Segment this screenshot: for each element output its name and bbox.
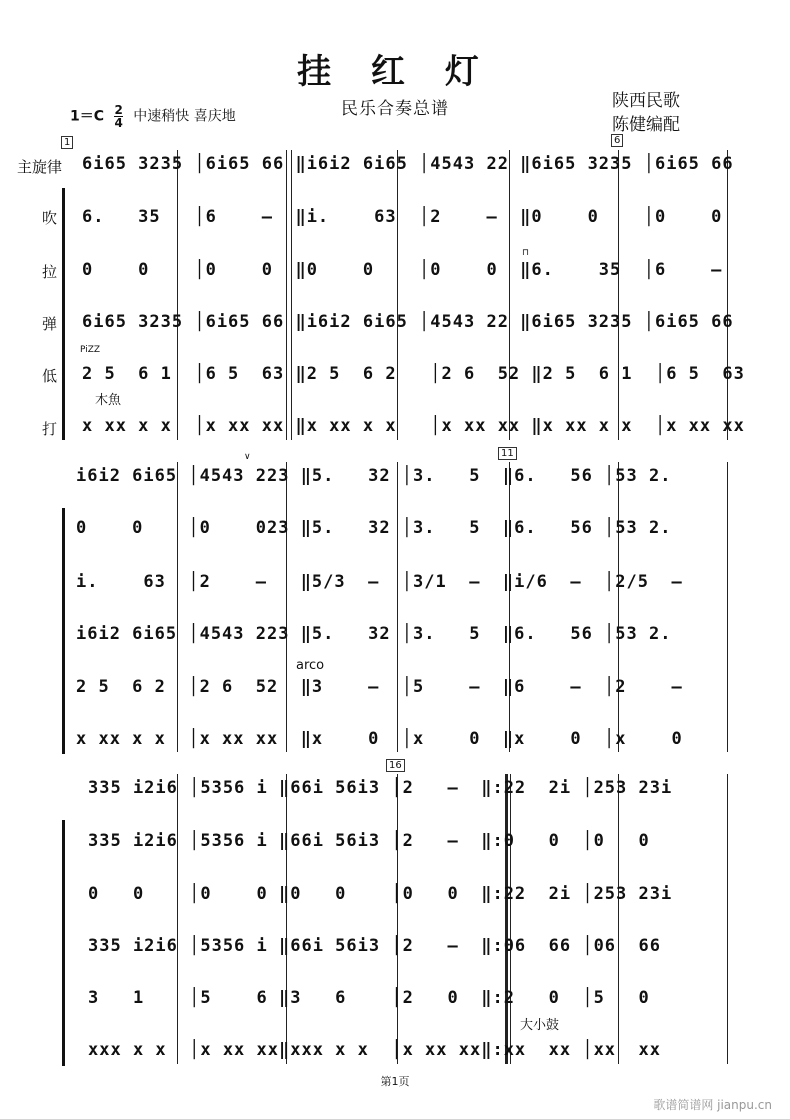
arranger: 陈健编配 (612, 115, 680, 135)
muyu-marking: 木魚 (95, 393, 122, 408)
system-2-bracket (62, 508, 65, 754)
s2-wind-row: 0 0 │0 023 ‖5. 32 │3. 5 ‖6. 56 │53 2. (76, 518, 672, 538)
s3-bass-row: 3 1 │5 6 ‖3 6 │2 0 ‖:2 0 │5 0 (88, 988, 650, 1008)
s3-plucked-row: 335 i2i6 │5356 i ‖66i 56i3 │2 – ‖:06 66 │06 66 (88, 936, 661, 956)
s3-melody-row: 335 i2i6 │5356 i ‖66i 56i3 │2 – ‖:22 2i │253 23i (88, 778, 673, 798)
song-origin: 陕西民歌 (612, 91, 680, 111)
instrument-label-wind: 吹 (42, 209, 58, 227)
arco-marking: arco (296, 658, 325, 673)
s1-bowed-row: 0 0 │0 0 ‖0 0 │0 0 ‖6. 35 │6 – (82, 260, 723, 280)
system-1-bracket (62, 188, 65, 440)
s1-wind-row: 6. 35 │6 – ‖i. 63 │2 – ‖0 0 │0 0 (82, 207, 723, 227)
barline (286, 150, 287, 440)
s1-percussion-row: x xx x x │x xx xx ‖x xx x x │x xx xx ‖x xx x x │x xx xx (82, 416, 745, 436)
repeat-barline (510, 774, 511, 1064)
barline (291, 150, 292, 440)
page-number: 第1页 (380, 1075, 410, 1088)
rehearsal-mark-1: 1 (61, 136, 73, 149)
instrument-label-melody: 主旋律 (17, 158, 63, 176)
barline (397, 462, 398, 752)
s2-bass-row: 2 5 6 2 │2 6 52 ‖3 – │5 – ‖6 – │2 – (76, 677, 683, 697)
key-signature: 1＝C (70, 108, 105, 125)
rehearsal-mark-6: 6 (611, 134, 623, 147)
tempo-marking: 中速稍快 喜庆地 (133, 108, 236, 125)
instrument-label-plucked: 弹 (42, 315, 58, 333)
key-tempo-line (70, 104, 236, 129)
repeat-barline (505, 774, 508, 1064)
bow-down-mark: ⊓ (522, 248, 530, 258)
time-signature: $\frac{2}{4}$ (114, 103, 123, 130)
bow-up-mark: ∨ (244, 452, 251, 462)
instrument-label-bowed: 拉 (42, 263, 58, 281)
barline (177, 462, 178, 752)
barline (509, 462, 510, 752)
instrument-label-percussion: 打 (42, 420, 58, 438)
barline (618, 462, 619, 752)
barline (286, 462, 287, 752)
rehearsal-mark-16: 16 (386, 759, 405, 772)
pizz-marking: PiZZ (80, 345, 101, 355)
system-3-bracket (62, 820, 65, 1066)
barline (177, 774, 178, 1064)
s1-melody-row: 6i65 3235 │6i65 66 ‖i6i2 6i65 │4543 22 ‖6i65 3235 │6i65 66 (82, 154, 734, 174)
barline (618, 150, 619, 440)
s2-bowed-row: i. 63 │2 – ‖5/3 – │3/1 – ‖i/6 – │2/5 – (76, 572, 683, 592)
barline (509, 150, 510, 440)
s3-wind-row: 335 i2i6 │5356 i ‖66i 56i3 │2 – ‖:0 0 │0 0 (88, 831, 650, 851)
barline (727, 462, 728, 752)
score-subtitle: 民乐合奏总谱 (341, 99, 449, 119)
s2-plucked-row: i6i2 6i65 │4543 223 ‖5. 32 │3. 5 ‖6. 56 │53 2. (76, 624, 672, 644)
s1-plucked-row: 6i65 3235 │6i65 66 ‖i6i2 6i65 │4543 22 ‖6i65 3235 │6i65 66 (82, 312, 734, 332)
s3-bowed-row: 0 0 │0 0 ‖0 0 │0 0 ‖:22 2i │253 23i (88, 884, 673, 904)
barline (177, 150, 178, 440)
barline (618, 774, 619, 1064)
barline (727, 774, 728, 1064)
daxiaogu-marking: 大小鼓 (520, 1018, 560, 1033)
watermark: 歌谱简谱网 jianpu.cn (653, 1098, 772, 1112)
s3-percussion-row: xxx x x │x xx xx‖xxx x x │x xx xx‖:xx xx │xx xx (88, 1040, 661, 1060)
rehearsal-mark-11: 11 (498, 447, 517, 460)
barline (286, 774, 287, 1064)
barline (727, 150, 728, 440)
barline (397, 150, 398, 440)
barline (397, 774, 398, 1064)
score-title: 挂 红 灯 (297, 52, 493, 92)
s1-bass-row: 2 5 6 1 │6 5 63 ‖2 5 6 2 │2 6 52 ‖2 5 6 1 │6 5 63 (82, 364, 745, 384)
s2-percussion-row: x xx x x │x xx xx ‖x 0 │x 0 ‖x 0 │x 0 (76, 729, 683, 749)
instrument-label-bass: 低 (42, 367, 58, 385)
s2-melody-row: i6i2 6i65 │4543 223 ‖5. 32 │3. 5 ‖6. 56 │53 2. (76, 466, 672, 486)
